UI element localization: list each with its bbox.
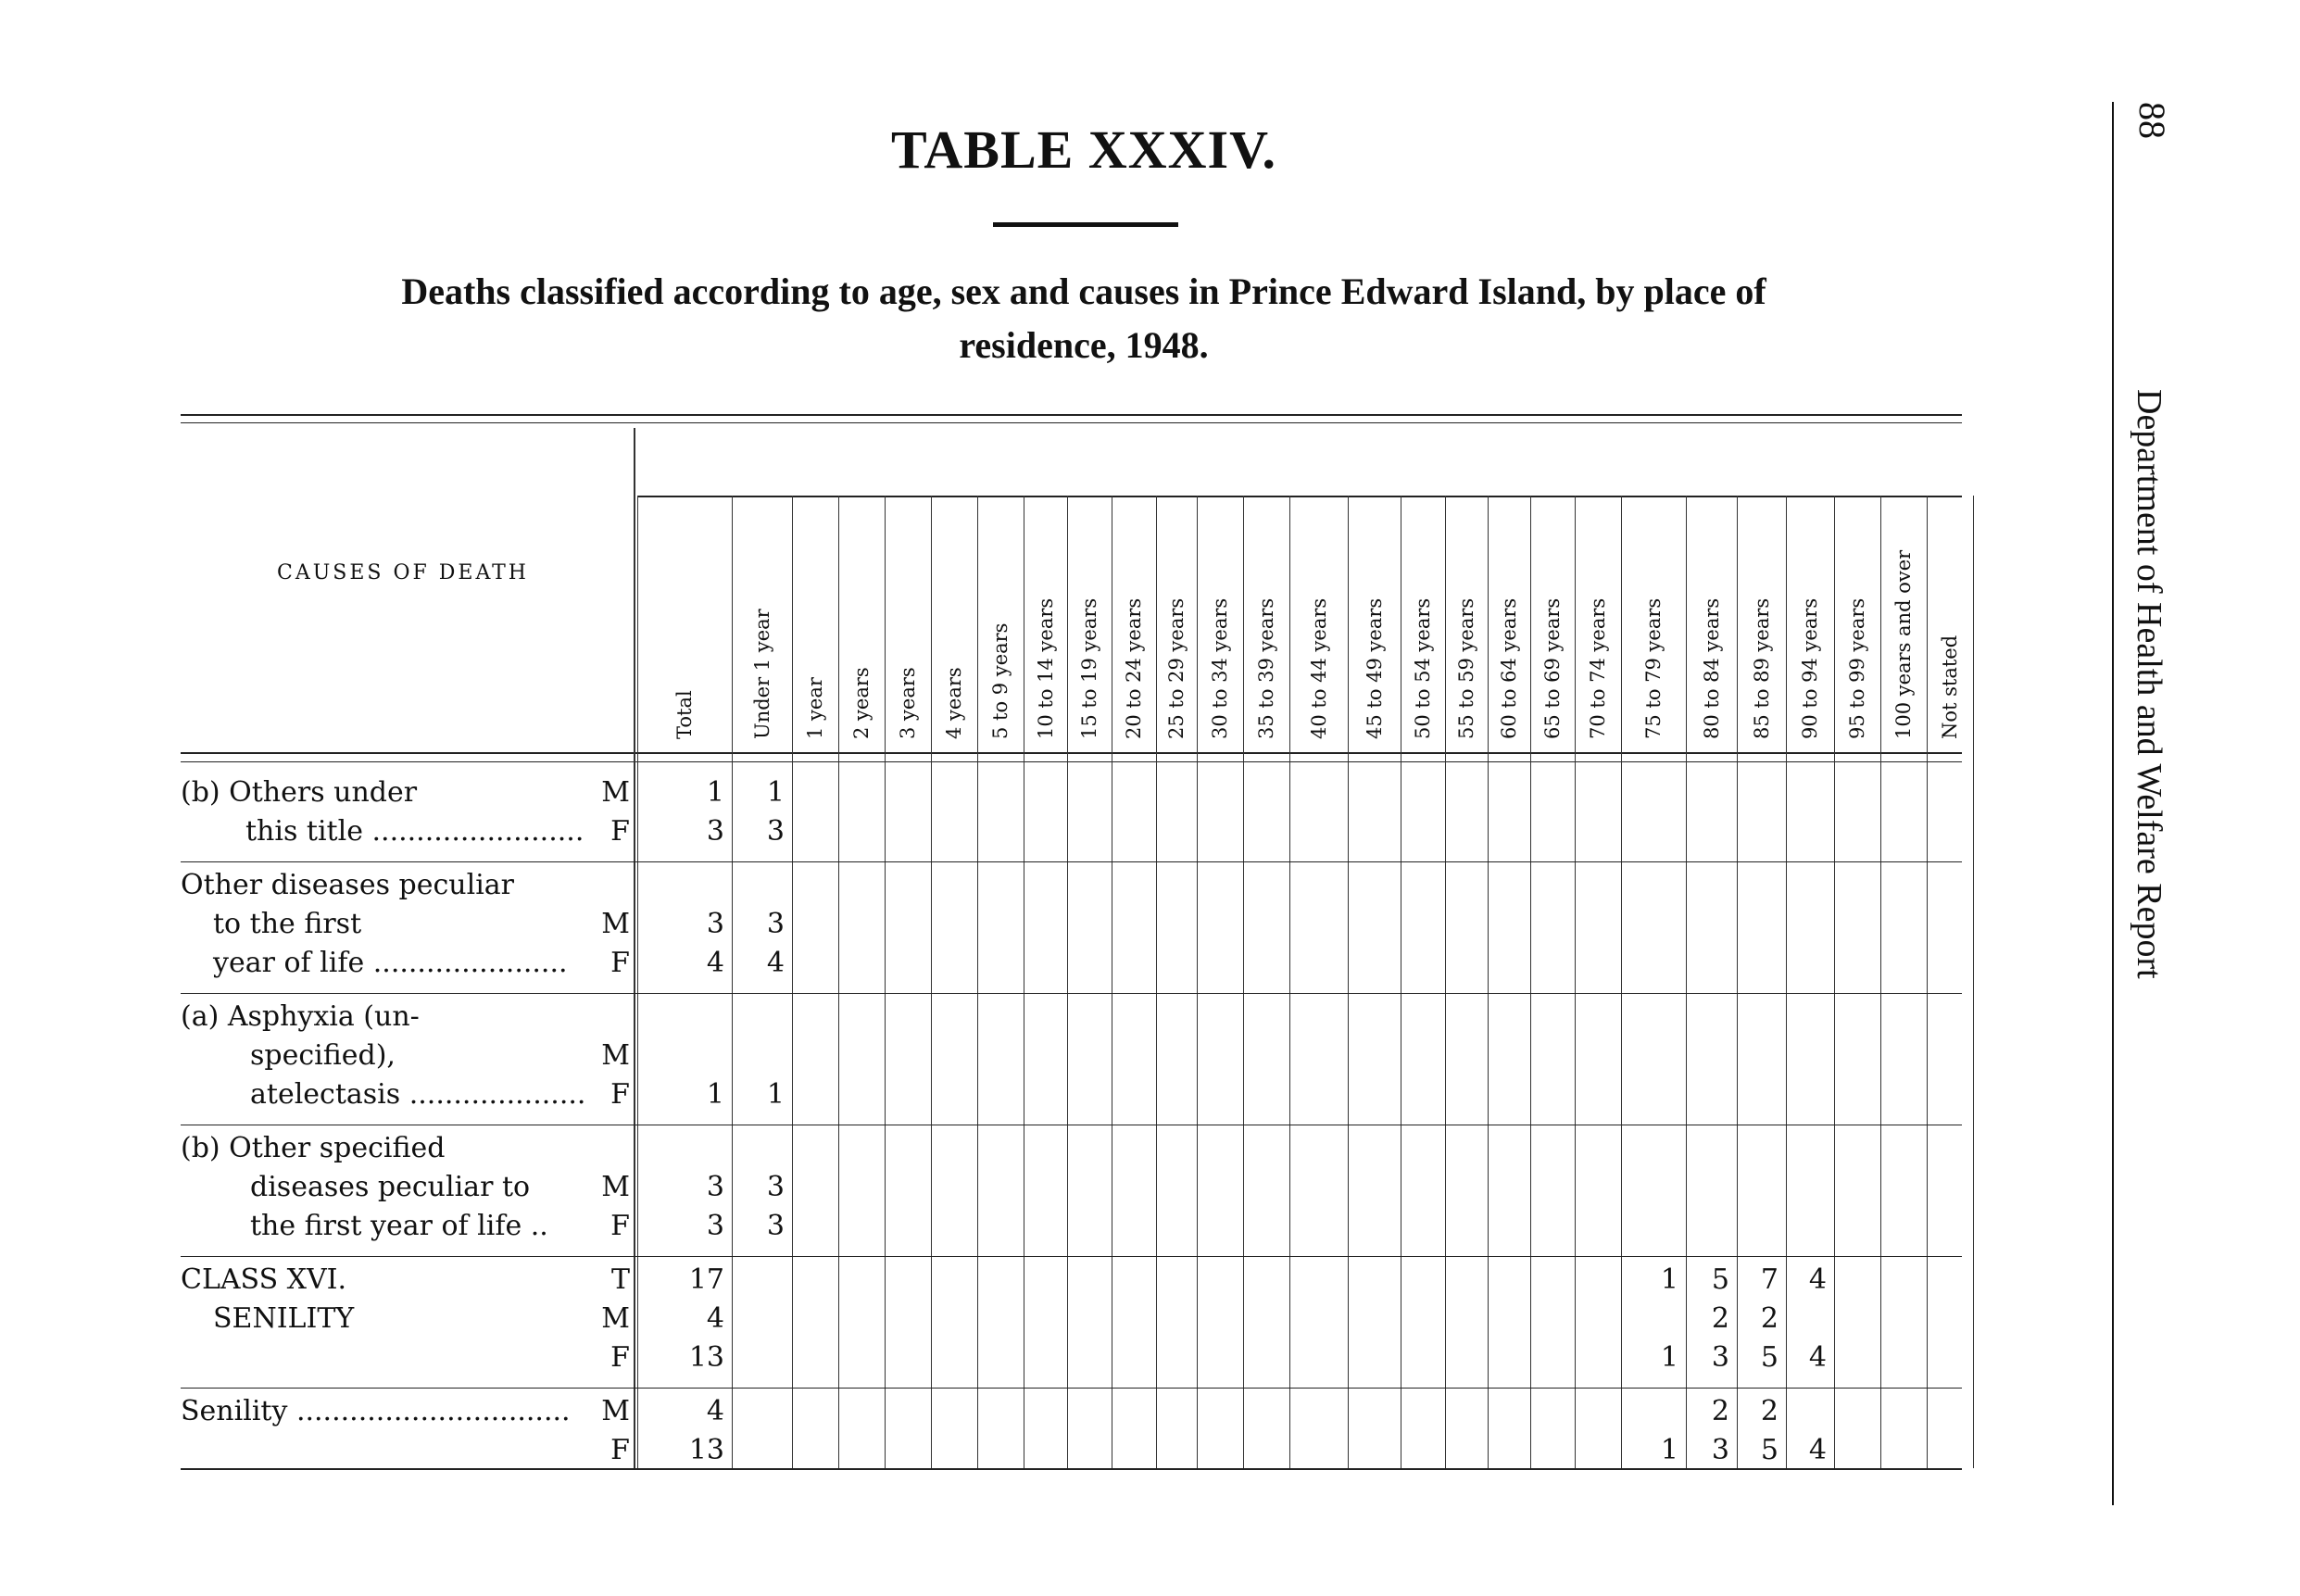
sex-label: F (610, 1434, 630, 1466)
cause-label: atelectasis .................... (250, 1078, 586, 1111)
table-title: TABLE XXXIV. (891, 119, 1276, 180)
column-divider (838, 496, 839, 1468)
column-header: 25 to 29 years (1165, 597, 1188, 739)
cause-label: the first year of life .. (250, 1210, 548, 1242)
subtitle-line-1: Deaths classified according to age, sex and causes in Prince Edward Island, by place of (401, 270, 1766, 312)
table-cell: 5 (1760, 1341, 1778, 1374)
table-cell: 2 (1760, 1302, 1778, 1335)
cause-label: (a) Asphyxia (un- (181, 1000, 420, 1033)
sex-label: F (610, 1341, 630, 1374)
sex-label: M (601, 908, 630, 940)
column-header: 15 to 19 years (1078, 597, 1100, 739)
table-cell: 4 (1808, 1263, 1827, 1296)
row-group-rule (181, 1388, 1962, 1389)
column-divider (732, 496, 733, 1468)
column-header: 50 to 54 years (1412, 597, 1434, 739)
row-group-rule (181, 861, 1962, 862)
column-header: Not stated (1939, 635, 1961, 739)
column-header: Under 1 year (750, 609, 773, 739)
column-header: 4 years (943, 667, 965, 739)
table-cell: 1 (766, 776, 785, 809)
table-top-rule (181, 414, 1962, 416)
sex-label: M (601, 776, 630, 809)
column-divider (1927, 496, 1928, 1468)
column-divider (1621, 496, 1622, 1468)
table-bottom-rule (181, 1468, 1962, 1470)
column-header: 5 to 9 years (989, 622, 1012, 739)
table-cell: 1 (766, 1078, 785, 1111)
column-divider (1156, 496, 1157, 1468)
table-cell: 5 (1760, 1434, 1778, 1466)
cause-label: year of life ...................... (213, 947, 568, 979)
cause-label: this title ........................ (245, 815, 584, 848)
table-cell: 7 (1760, 1263, 1778, 1296)
sex-label: F (610, 1210, 630, 1242)
table-cell: 3 (766, 1210, 785, 1242)
column-divider (1067, 496, 1068, 1468)
cause-label: (b) Other specified (181, 1132, 446, 1164)
column-divider (1488, 496, 1489, 1468)
cause-label: specified), (250, 1039, 396, 1072)
table-cell: 3 (766, 908, 785, 940)
sex-label: F (610, 1078, 630, 1111)
column-header: 65 to 69 years (1541, 597, 1564, 739)
table-cell: 2 (1711, 1395, 1729, 1427)
table-cell: 3 (1711, 1341, 1729, 1374)
table-cell: 1 (1660, 1434, 1678, 1466)
column-divider (1834, 496, 1835, 1468)
table-cell: 4 (706, 1395, 724, 1427)
column-header: 90 to 94 years (1799, 597, 1821, 739)
table-cell: 1 (706, 1078, 724, 1111)
column-divider (1575, 496, 1576, 1468)
column-header: 80 to 84 years (1700, 597, 1723, 739)
table-cell: 4 (766, 947, 785, 979)
column-divider (1243, 496, 1244, 1468)
column-header: 40 to 44 years (1307, 597, 1330, 739)
column-header: 10 to 14 years (1034, 597, 1057, 739)
column-divider (1973, 496, 1974, 1468)
table-cell: 3 (1711, 1434, 1729, 1466)
causes-header: CAUSES OF DEATH (277, 561, 529, 584)
header-bottom-rule-2 (181, 761, 1962, 762)
table-cell: 13 (688, 1434, 724, 1466)
sex-label: F (610, 947, 630, 979)
column-header: 60 to 64 years (1498, 597, 1520, 739)
table-cell: 4 (1808, 1341, 1827, 1374)
table-cell: 4 (706, 1302, 724, 1335)
column-divider (1289, 496, 1290, 1468)
table-cell: 2 (1711, 1302, 1729, 1335)
sex-label: M (601, 1171, 630, 1203)
stub-divider (634, 428, 635, 1468)
table-cell: 2 (1760, 1395, 1778, 1427)
column-divider (977, 496, 978, 1468)
sex-label: F (610, 815, 630, 848)
table-cell: 3 (706, 815, 724, 848)
column-header: Total (673, 690, 696, 739)
column-header: 45 to 49 years (1363, 597, 1386, 739)
table-cell: 3 (766, 815, 785, 848)
title-divider (993, 222, 1178, 227)
table-cell: 4 (706, 947, 724, 979)
sex-label: M (601, 1039, 630, 1072)
cause-label: CLASS XVI. (181, 1263, 347, 1296)
header-column-rule (637, 496, 1962, 497)
table-cell: 3 (706, 1210, 724, 1242)
column-divider (885, 496, 886, 1468)
row-group-rule (181, 1256, 1962, 1257)
cause-label: (b) Others under (181, 776, 418, 809)
column-header: 3 years (897, 667, 919, 739)
column-divider (1880, 496, 1881, 1468)
column-divider (1445, 496, 1446, 1468)
margin-rule (2112, 102, 2114, 1505)
column-header: 20 to 24 years (1123, 597, 1145, 739)
column-header: 100 years and over (1892, 549, 1915, 739)
cause-label: Senility ............................... (181, 1395, 571, 1427)
column-header: 70 to 74 years (1587, 597, 1609, 739)
sex-label: M (601, 1302, 630, 1335)
page-number: 88 (2131, 102, 2173, 139)
running-head: Department of Health and Welfare Report (2130, 389, 2168, 979)
column-header: 85 to 89 years (1750, 597, 1773, 739)
table-subtitle (232, 265, 1936, 372)
column-header: 2 years (850, 667, 873, 739)
table-cell: 3 (706, 1171, 724, 1203)
subtitle-line-2: residence, 1948. (959, 324, 1209, 366)
table-cell: 5 (1711, 1263, 1729, 1296)
table-cell: 4 (1808, 1434, 1827, 1466)
table-cell: 1 (1660, 1341, 1678, 1374)
column-divider (1786, 496, 1787, 1468)
table-cell: 3 (706, 908, 724, 940)
column-divider (1348, 496, 1349, 1468)
column-header: 35 to 39 years (1255, 597, 1277, 739)
table-cell: 1 (1660, 1263, 1678, 1296)
table-cell: 3 (766, 1171, 785, 1203)
sex-label: T (610, 1263, 630, 1296)
cause-label: to the first (213, 908, 362, 940)
column-divider (1197, 496, 1198, 1468)
cause-label: SENILITY (213, 1302, 355, 1335)
table-cell: 1 (706, 776, 724, 809)
cause-label: diseases peculiar to (250, 1171, 531, 1203)
column-header: 95 to 99 years (1846, 597, 1868, 739)
column-divider (931, 496, 932, 1468)
cause-label: Other diseases peculiar (181, 869, 515, 901)
table-top-rule-2 (181, 422, 1962, 423)
column-divider (1530, 496, 1531, 1468)
column-header: 75 to 79 years (1642, 597, 1665, 739)
table-cell: 17 (688, 1263, 724, 1296)
column-header: 55 to 59 years (1455, 597, 1477, 739)
row-group-rule (181, 993, 1962, 994)
sex-label: M (601, 1395, 630, 1427)
column-header: 30 to 34 years (1209, 597, 1231, 739)
table-cell: 13 (688, 1341, 724, 1374)
column-divider (792, 496, 793, 1468)
column-header: 1 year (804, 677, 826, 739)
header-bottom-rule (181, 752, 1962, 754)
